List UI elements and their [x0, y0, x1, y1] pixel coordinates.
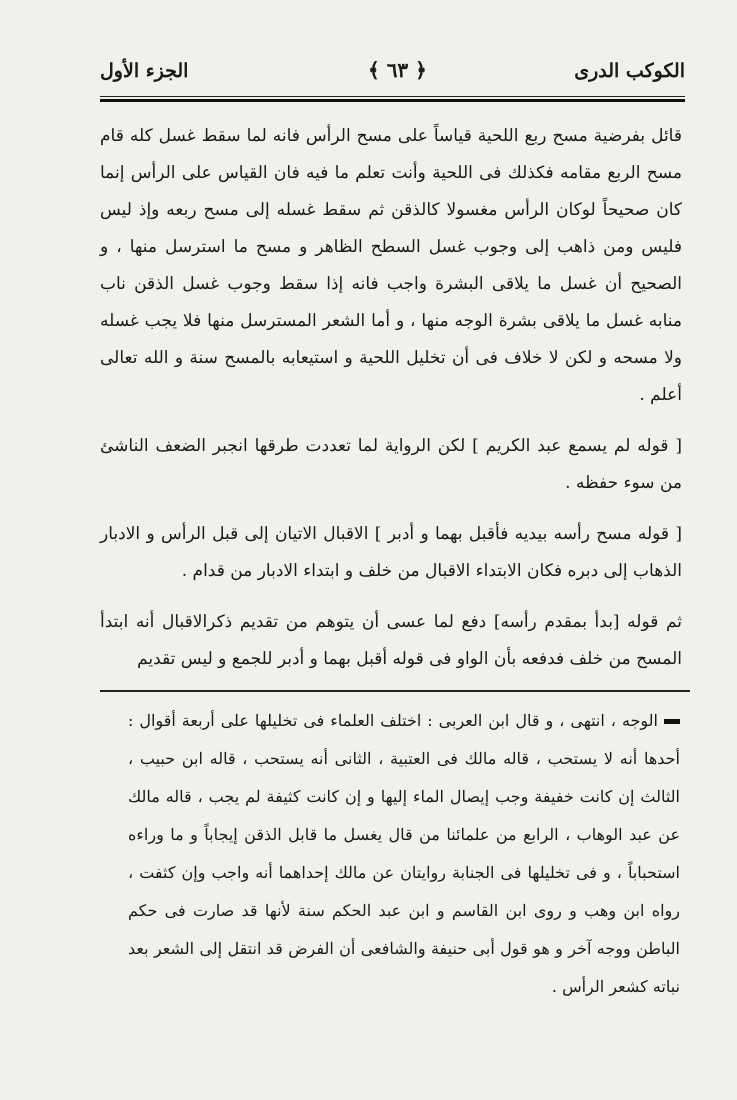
header-divider-thin: [100, 96, 685, 97]
footnote-text: الوجه ، انتهى ، و قال ابن العربى : اختلف العلماء فى تخليلها على أربعة أقوال : أحدها أنه لا يستحب ، قاله مالك فى العتبية ، الثانى أنه يستحب ، قاله ابن حبيب ، الثالث إن كانت خفيفة وجب إيصال الماء إليها و إن كانت كثيفة لم يجب ، قاله مالك عن عبد الوهاب ، الرابع من علمائنا من قال يغسل ما قابل الذقن إيجاباً و ما وراءه استحباباً ، و فى تخليلها فى الجنابة روايتان عن مالك إحداهما أنه واجب وإن كثفت ، رواه ابن وهب و روى ابن القاسم و ابن عبد الحكم سنة لأنها قد صارت فى حكم الباطن ووجه آخر و هو قول أبى حنيفة والشافعى أن الفرض قد انتقل إلى الشعر بعد نباته كشعر الرأس .: [128, 711, 681, 996]
page-number: ﴿ ٦٣ ﴾: [368, 58, 427, 82]
footnote-divider: [100, 690, 690, 692]
paragraph-abd-al-karim: [ قوله لم يسمع عبد الكريم ] لكن الرواية لما تعددت طرقها انجبر الضعف الناشئ من سوء حفظه .: [100, 436, 682, 493]
book-title: الكوكب الدرى: [574, 60, 685, 82]
volume-label: الجزء الأول: [100, 60, 189, 82]
header-divider-thick: [100, 99, 685, 102]
paragraph-main: قائل بفرضية مسح ربع اللحية قياساً على مسح الرأس فانه لما سقط غسل كله قام مسح الربع مقامه فكذلك فى اللحية وأنت تعلم ما فيه فان القياس على الرأس إنما كان صحيحاً لوكان الرأس مغسولا كالذقن ثم سقط غسله إلى مسح ربعه وإذ ليس فليس ومن ذاهب إلى وجوب غسل السطح الظاهر و مسح ما استرسل منها ، و الصحيح أن غسل ما يلاقى البشرة واجب فانه إذا سقط وجوب غسل الذقن ناب منابه غسل ما يلاقى بشرة الوجه منها ، و أما الشعر المسترسل منها فلا يجب غسله ولا مسحه و لكن لا خلاف فى أن تخليل اللحية و استيعابه بالمسح سنة و الله تعالى أعلم .: [100, 126, 682, 405]
footnote: [128, 702, 680, 1006]
page-header: [100, 56, 685, 92]
main-text: [100, 118, 682, 678]
footnote-marker: [664, 719, 680, 724]
paragraph-bada-bimuqaddam: ثم قوله [بدأ بمقدم رأسه] دفع لما عسى أن يتوهم من تقديم ذكرالاقبال أنه ابتدأ المسح من خلف فدفعه بأن الواو فى قوله أقبل بهما و أدبر للجمع و ليس تقديم: [100, 612, 682, 669]
paragraph-mash-rasihi: [ قوله مسح رأسه بيديه فأقبل بهما و أدبر ] الاقبال الاتيان إلى قبل الرأس و الادبار الذهاب إلى دبره فكان الابتداء الاقبال من خلف و ابتداء الادبار من قدام .: [100, 524, 682, 581]
